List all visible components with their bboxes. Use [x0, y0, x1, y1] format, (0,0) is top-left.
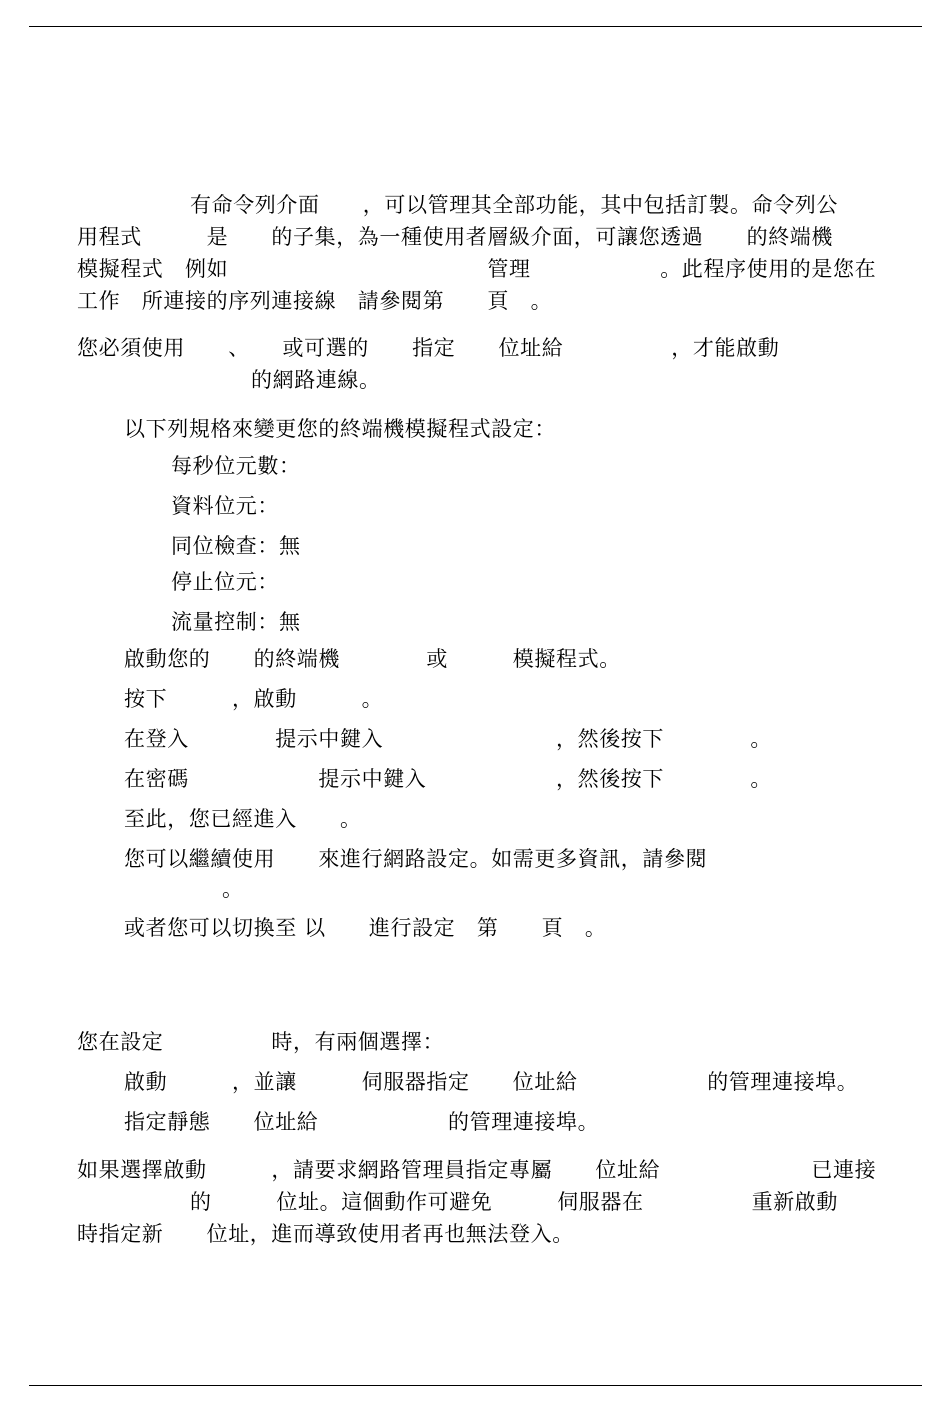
choice-static-ip: 指定靜態 位址給 的管理連接埠。 [124, 1110, 600, 1134]
step-continue-end: 。 [222, 877, 244, 901]
choices-intro: 您在設定 時，有兩個選擇： [77, 1030, 445, 1054]
step-login: 在登入 提示中鍵入 ，然後按下 。 [124, 727, 772, 751]
advice-line-3: 時指定新 位址，進而導致使用者再也無法登入。 [77, 1222, 574, 1246]
step-continue: 您可以繼續使用 來進行網路設定。如需更多資訊，請參閱 [124, 847, 708, 871]
intro-line-4: 工作 所連接的序列連接線 請參閱第 頁 。 [77, 289, 553, 313]
intro-line-2: 用程式 是 的子集，為一種使用者層級介面，可讓您透過 的終端機 [77, 225, 833, 249]
requirement-line-1: 您必須使用 、 或可選的 指定 位址給 ，才能啟動 [77, 336, 780, 360]
footer-rule [29, 1385, 922, 1386]
setting-data-bits: 資料位元： [171, 494, 279, 518]
intro-line-1: 有命令列介面 ，可以管理其全部功能，其中包括訂製。命令列公 [190, 193, 838, 217]
step-launch-emulator: 啟動您的 的終端機 或 模擬程式。 [124, 647, 621, 671]
setting-baud-rate: 每秒位元數： [171, 454, 301, 478]
step-entered: 至此，您已經進入 。 [124, 807, 362, 831]
intro-line-3: 模擬程式 例如 管理 。此程序使用的是您在 [77, 257, 877, 281]
advice-line-1: 如果選擇啟動 ，請要求網路管理員指定專屬 位址給 已連接 [77, 1158, 877, 1182]
header-rule [29, 26, 922, 27]
setting-flow-control: 流量控制：無 [171, 610, 301, 634]
choice-dhcp: 啟動 ，並讓 伺服器指定 位址給 的管理連接埠。 [124, 1070, 859, 1094]
step-press-key: 按下 ，啟動 。 [124, 687, 384, 711]
setting-stop-bits: 停止位元： [171, 570, 279, 594]
setting-parity: 同位檢查：無 [171, 534, 301, 558]
settings-intro: 以下列規格來變更您的終端機模擬程式設定： [124, 417, 556, 441]
advice-line-2: 的 位址。這個動作可避免 伺服器在 重新啟動 [190, 1190, 838, 1214]
step-switch: 或者您可以切換至 以 進行設定 第 頁 。 [124, 916, 607, 940]
requirement-line-2: 的網路連線。 [251, 368, 381, 392]
step-password: 在密碼 提示中鍵入 ，然後按下 。 [124, 767, 772, 791]
